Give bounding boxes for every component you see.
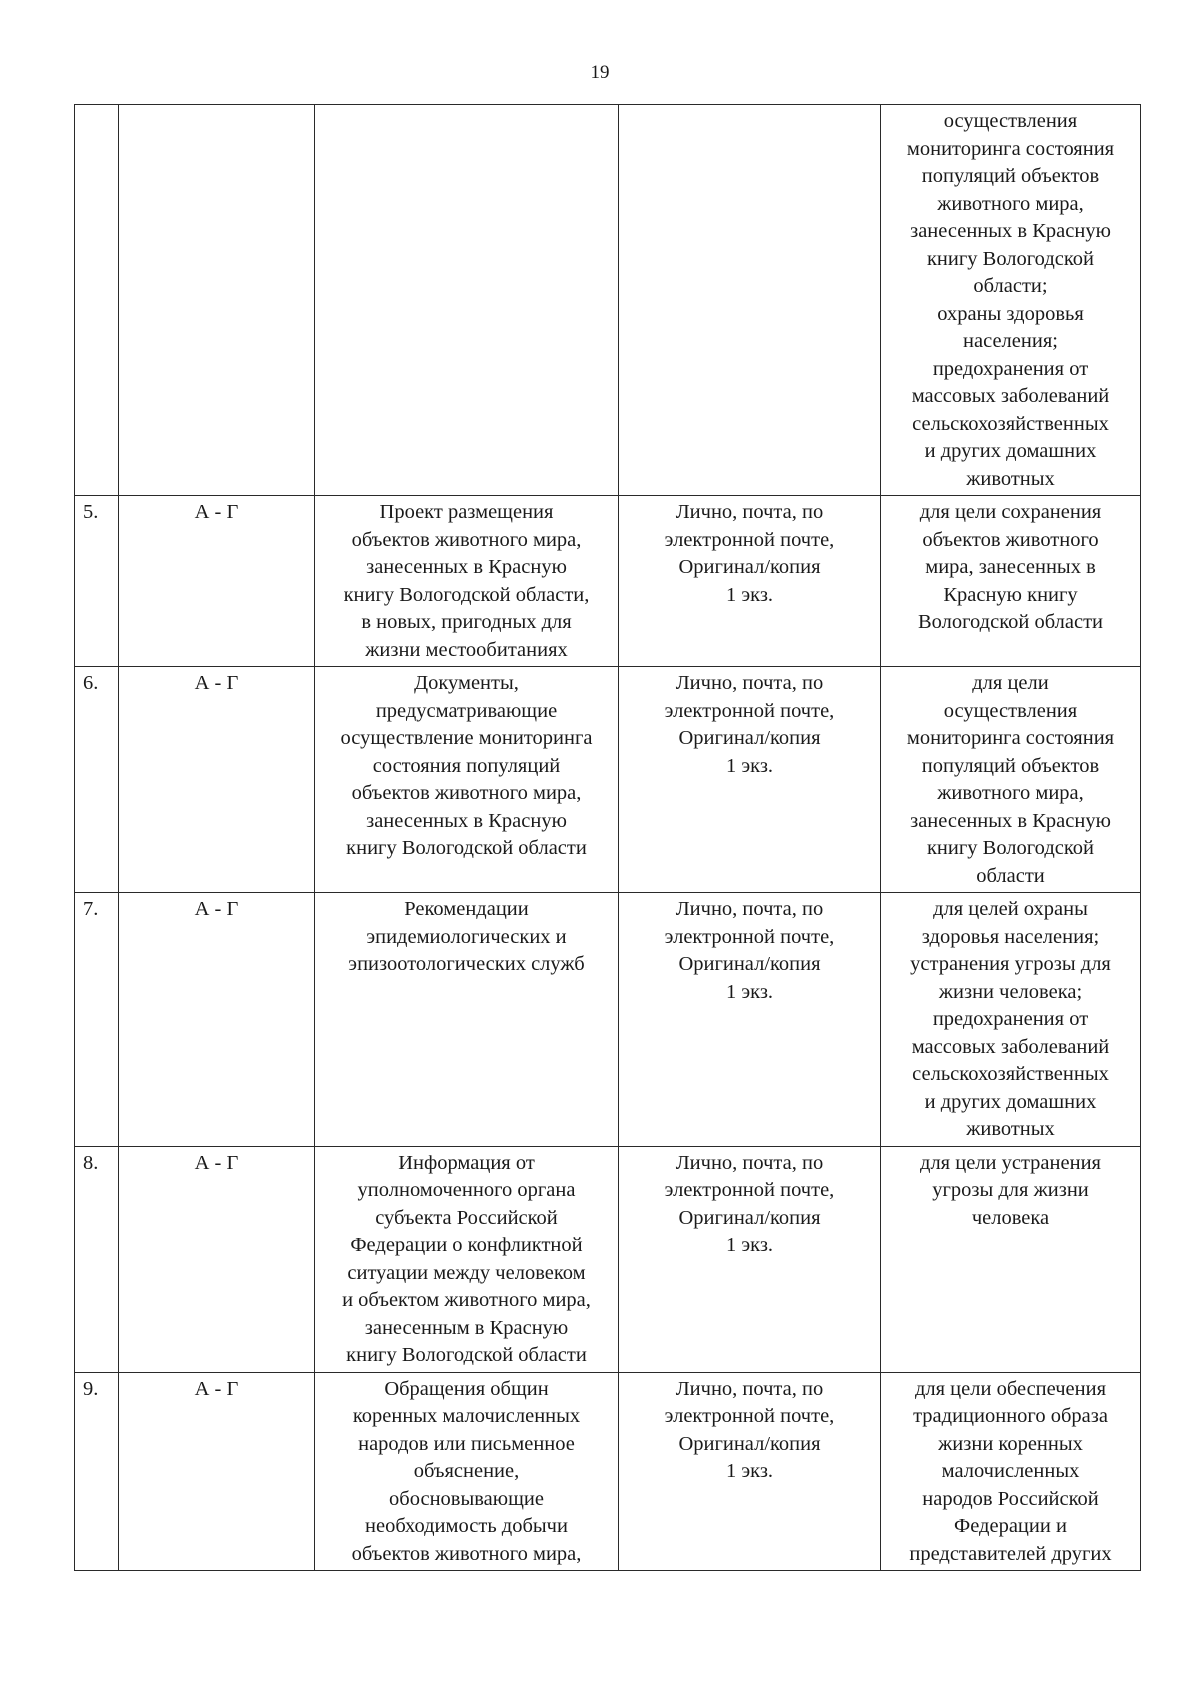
- cell-text-line: Лично, почта, по: [675, 672, 824, 694]
- cell-text-line: для цели: [972, 672, 1049, 694]
- cell-text-line: животных: [966, 1118, 1055, 1140]
- submission-method-cell: [619, 496, 881, 667]
- cell-text-line: народов или письменное: [358, 1432, 575, 1455]
- row-number-cell: 8.: [75, 1146, 119, 1372]
- purpose-cell: [881, 105, 1141, 496]
- cell-text-line: области;: [973, 275, 1048, 297]
- purpose-cell: [881, 496, 1141, 667]
- table-row: [75, 105, 1141, 496]
- cell-text-line: осуществления: [943, 110, 1078, 132]
- cell-text-line: Информация от: [398, 1151, 535, 1174]
- cell-text-line: электронной почте,: [664, 528, 835, 551]
- cell-text-line: мониторинга состояния: [906, 727, 1115, 749]
- document-name-cell: [315, 893, 619, 1147]
- cell-text-line: предохранения от: [932, 1008, 1089, 1030]
- cell-text-line: осуществление мониторинга: [340, 727, 593, 749]
- cell-text-line: и других домашних: [924, 440, 1097, 462]
- cell-text-line: электронной почте,: [664, 1405, 835, 1427]
- cell-text-line: Оригинал/копия: [678, 1206, 821, 1229]
- cell-text-line: объектов животного мира,: [351, 782, 582, 804]
- cell-text-line: угрозы для жизни: [932, 1179, 1089, 1201]
- cell-text-line: Вологодской области: [917, 611, 1103, 633]
- cell-text-line: электронной почте,: [664, 699, 835, 722]
- cell-text-line: 1 экз.: [725, 1460, 774, 1482]
- purpose-cell: [881, 893, 1141, 1147]
- document-name-cell: [315, 1146, 619, 1372]
- cell-text-line: Оригинал/копия: [678, 556, 821, 578]
- cell-text-line: 1 экз.: [725, 754, 774, 777]
- cell-text-line: народов Российской: [922, 1487, 1099, 1510]
- cell-text-line: занесенных в Красную: [366, 809, 567, 832]
- row-number-cell: [75, 105, 119, 496]
- row-number-cell: 7.: [75, 893, 119, 1147]
- cell-text-line: необходимость добычи: [365, 1515, 568, 1537]
- submission-method-cell: [619, 1372, 881, 1571]
- cell-text-line: объектов животного: [922, 528, 1099, 551]
- cell-text-line: состояния популяций: [372, 754, 561, 777]
- cell-text-line: традиционного образа: [913, 1405, 1108, 1427]
- cell-text-line: Оригинал/копия: [678, 953, 821, 975]
- cell-text-line: массовых заболеваний: [911, 385, 1110, 407]
- row-number-cell: 9.: [75, 1372, 119, 1571]
- table-row: [75, 1372, 1141, 1571]
- cell-text-line: Оригинал/копия: [678, 727, 821, 749]
- cell-text-line: эпизоотологических служб: [348, 953, 585, 975]
- cell-text-line: здоровья населения;: [921, 925, 1100, 948]
- cell-text-line: для целей охраны: [933, 898, 1088, 920]
- cell-text-line: субъекта Российской: [375, 1206, 558, 1229]
- cell-text-line: Лично, почта, по: [675, 1151, 824, 1174]
- table-row: [75, 667, 1141, 893]
- cell-text-line: электронной почте,: [664, 925, 835, 948]
- cell-text-line: жизни человека;: [938, 980, 1083, 1003]
- cell-text-line: популяций объектов: [921, 165, 1100, 187]
- cell-text-line: популяций объектов: [921, 754, 1100, 777]
- document-name-cell: [315, 1372, 619, 1571]
- cell-text-line: и объектом животного мира,: [342, 1289, 591, 1311]
- cell-text-line: жизни местообитаниях: [365, 638, 568, 661]
- cell-text-line: занесенных в Красную: [910, 220, 1111, 242]
- cell-text-line: объектов животного мира,: [351, 1542, 582, 1565]
- submission-method-cell: [619, 667, 881, 893]
- row-number-cell: 6.: [75, 667, 119, 893]
- cell-text-line: книгу Вологодской области: [346, 1344, 587, 1366]
- category-cell: А - Г: [119, 893, 315, 1147]
- document-name-cell: [315, 496, 619, 667]
- cell-text-line: Лично, почта, по: [675, 501, 824, 523]
- cell-text-line: мира, занесенных в: [925, 556, 1096, 578]
- cell-text-line: Оригинал/копия: [678, 1432, 821, 1455]
- document-name-cell: [315, 667, 619, 893]
- cell-text-line: книгу Вологодской: [926, 247, 1095, 270]
- cell-text-line: Обращения общин: [384, 1377, 549, 1400]
- submission-method-cell: [619, 893, 881, 1147]
- cell-text-line: для цели устранения: [920, 1151, 1101, 1174]
- cell-text-line: Проект размещения: [379, 501, 554, 523]
- cell-text-line: для цели сохранения: [919, 501, 1102, 523]
- cell-text-line: и других домашних: [924, 1090, 1097, 1113]
- cell-text-line: животного мира,: [937, 192, 1084, 215]
- document-name-cell: [315, 105, 619, 496]
- document-table: [74, 104, 1141, 1571]
- cell-text-line: массовых заболеваний: [911, 1035, 1110, 1058]
- page-number: 19: [590, 62, 610, 83]
- cell-text-line: Федерации и: [954, 1515, 1067, 1537]
- category-cell: А - Г: [119, 667, 315, 893]
- cell-text-line: животного мира,: [937, 782, 1084, 804]
- cell-text-line: занесенных в Красную: [366, 556, 567, 578]
- table-row: [75, 496, 1141, 667]
- cell-text-line: эпидемиологических и: [366, 925, 567, 948]
- row-number-cell: 5.: [75, 496, 119, 667]
- cell-text-line: книгу Вологодской области: [346, 837, 587, 859]
- cell-text-line: объяснение,: [413, 1460, 520, 1482]
- cell-text-line: малочисленных: [941, 1460, 1080, 1482]
- cell-text-line: 1 экз.: [725, 1234, 774, 1256]
- cell-text-line: предохранения от: [932, 357, 1089, 380]
- cell-text-line: книгу Вологодской: [926, 837, 1095, 859]
- category-cell: [119, 105, 315, 496]
- cell-text-line: представителей других: [909, 1542, 1112, 1565]
- purpose-cell: [881, 667, 1141, 893]
- cell-text-line: сельскохозяйственных: [912, 412, 1109, 435]
- cell-text-line: Красную книгу: [943, 583, 1078, 606]
- cell-text-line: Документы,: [414, 672, 519, 694]
- category-cell: А - Г: [119, 1372, 315, 1571]
- cell-text-line: ситуации между человеком: [347, 1261, 586, 1284]
- cell-text-line: книгу Вологодской области,: [343, 583, 590, 606]
- cell-text-line: занесенных в Красную: [910, 809, 1111, 832]
- cell-text-line: уполномоченного органа: [357, 1179, 576, 1201]
- cell-text-line: Федерации о конфликтной: [350, 1234, 583, 1256]
- cell-text-line: мониторинга состояния: [906, 137, 1115, 160]
- submission-method-cell: [619, 1146, 881, 1372]
- cell-text-line: в новых, пригодных для: [361, 611, 572, 633]
- cell-text-line: устранения угрозы для: [910, 953, 1111, 975]
- cell-text-line: человека: [971, 1206, 1050, 1229]
- table-body: [75, 105, 1141, 1571]
- cell-text-line: охраны здоровья: [937, 302, 1084, 325]
- purpose-cell: [881, 1146, 1141, 1372]
- cell-text-line: животных: [966, 467, 1055, 490]
- submission-method-cell: [619, 105, 881, 496]
- category-cell: А - Г: [119, 496, 315, 667]
- cell-text-line: Лично, почта, по: [675, 898, 824, 920]
- cell-text-line: области: [976, 864, 1045, 887]
- cell-text-line: электронной почте,: [664, 1179, 835, 1201]
- cell-text-line: объектов животного мира,: [351, 528, 582, 551]
- cell-text-line: обосновывающие: [389, 1487, 544, 1510]
- cell-text-line: коренных малочисленных: [352, 1405, 581, 1427]
- cell-text-line: Рекомендации: [404, 898, 529, 920]
- cell-text-line: для цели обеспечения: [914, 1377, 1107, 1400]
- purpose-cell: [881, 1372, 1141, 1571]
- table-row: [75, 893, 1141, 1147]
- cell-text-line: занесенным в Красную: [364, 1316, 569, 1339]
- cell-text-line: населения;: [963, 330, 1058, 352]
- table-row: [75, 1146, 1141, 1372]
- cell-text-line: жизни коренных: [938, 1432, 1083, 1455]
- category-cell: А - Г: [119, 1146, 315, 1372]
- cell-text-line: 1 экз.: [725, 980, 774, 1003]
- cell-text-line: сельскохозяйственных: [912, 1063, 1109, 1085]
- cell-text-line: осуществления: [943, 699, 1078, 722]
- cell-text-line: предусматривающие: [375, 699, 558, 722]
- cell-text-line: 1 экз.: [725, 583, 774, 606]
- cell-text-line: Лично, почта, по: [675, 1377, 824, 1400]
